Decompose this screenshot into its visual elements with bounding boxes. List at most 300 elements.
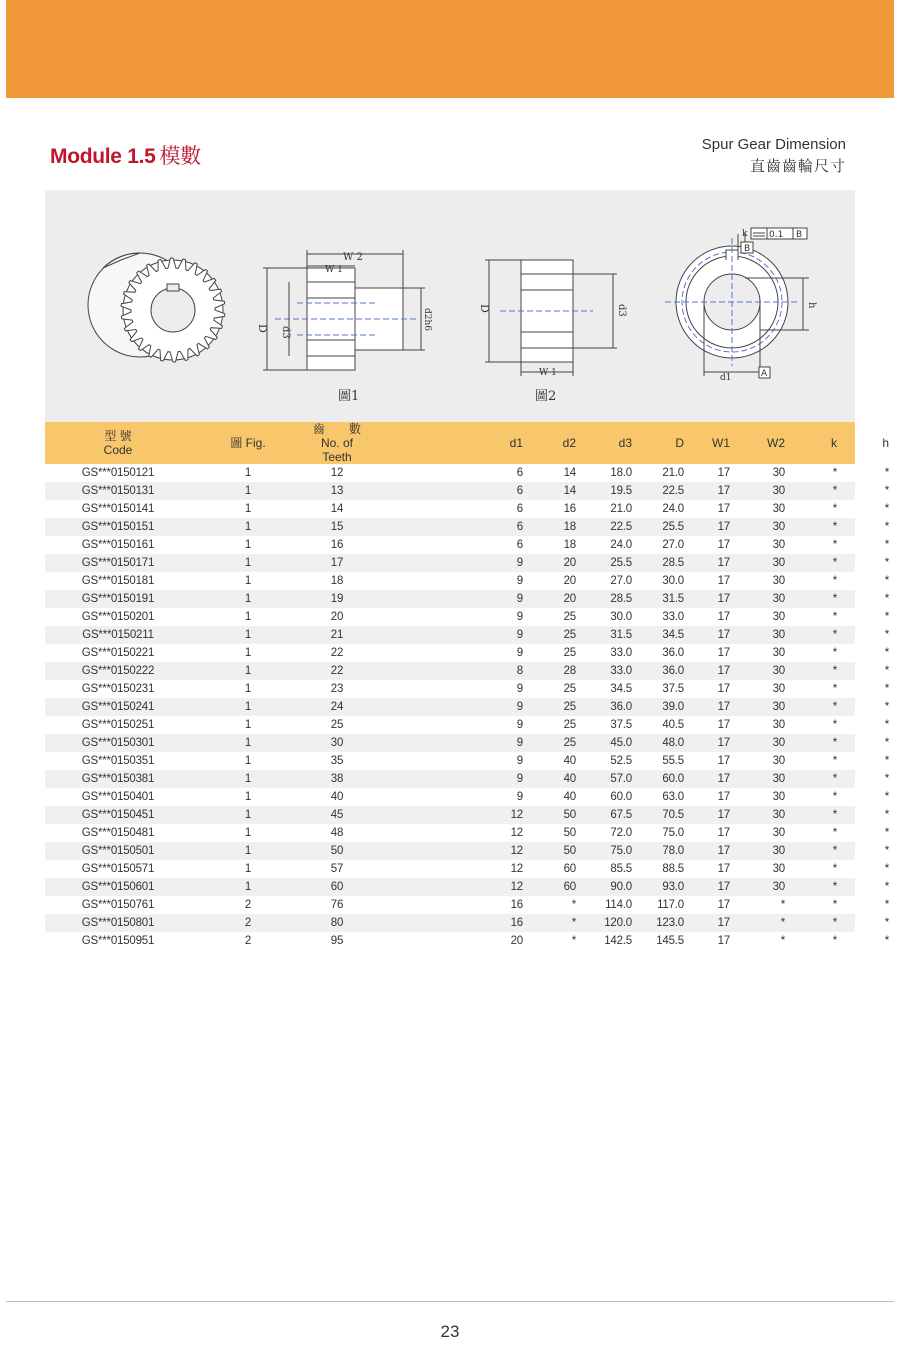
cell-d1: 9 — [516, 593, 523, 605]
table-header — [45, 422, 889, 464]
cell-h: * — [884, 755, 889, 767]
cell-k: * — [832, 521, 837, 533]
table-row — [45, 842, 889, 860]
cell-w1: 17 — [717, 611, 730, 623]
cell-d3: 25.5 — [610, 557, 632, 569]
cell-h: * — [884, 647, 889, 659]
cell-w1: 17 — [717, 809, 730, 821]
cell-fig: 1 — [244, 593, 252, 605]
cell-D: 93.0 — [662, 881, 684, 893]
cell-code: GS***0150221 — [81, 647, 155, 659]
cell-k: * — [832, 755, 837, 767]
cell-d3: 33.0 — [610, 665, 632, 677]
cell-d3: 28.5 — [610, 593, 632, 605]
cell-w2: 30 — [772, 629, 785, 641]
cell-d2: * — [571, 935, 576, 947]
cell-d1: 9 — [516, 719, 523, 731]
cell-d1: 16 — [510, 899, 523, 911]
cell-teeth: 38 — [330, 773, 344, 785]
cell-D: 78.0 — [662, 845, 684, 857]
cell-d3: 114.0 — [605, 899, 632, 911]
cell-code: GS***0150171 — [81, 557, 155, 569]
cell-D: 39.0 — [662, 701, 684, 713]
cell-h: * — [884, 467, 889, 479]
cell-w1: 17 — [717, 719, 730, 731]
cell-w2: 30 — [772, 485, 785, 497]
cell-d1: 6 — [516, 539, 523, 551]
front-tolerance-label: 0.1 — [769, 230, 784, 240]
cell-code: GS***0150301 — [81, 737, 155, 749]
cell-teeth: 13 — [330, 485, 344, 497]
cell-k: * — [832, 935, 837, 947]
cell-w2: * — [780, 917, 785, 929]
cell-teeth: 22 — [330, 647, 344, 659]
cell-fig: 1 — [244, 773, 252, 785]
cell-teeth: 35 — [330, 755, 344, 767]
cell-k: * — [832, 485, 837, 497]
cell-code: GS***0150151 — [81, 521, 155, 533]
cell-d1: 9 — [516, 647, 523, 659]
cell-h: * — [884, 485, 889, 497]
cell-code: GS***0150501 — [81, 845, 155, 857]
fig1-side-view — [263, 250, 425, 370]
cell-w2: 30 — [772, 809, 785, 821]
cell-w1: 17 — [717, 791, 730, 803]
subtitle-zh: 直齒齒輪尺寸 — [749, 158, 846, 175]
table-row — [45, 608, 889, 626]
cell-d2: 20 — [563, 575, 576, 587]
cell-D: 70.5 — [662, 809, 684, 821]
cell-D: 40.5 — [662, 719, 684, 731]
cell-w1: 17 — [717, 665, 730, 677]
cell-d3: 19.5 — [610, 485, 632, 497]
cell-code: GS***0150801 — [81, 917, 155, 929]
cell-teeth: 12 — [330, 467, 344, 479]
cell-k: * — [832, 701, 837, 713]
cell-code: GS***0150951 — [81, 935, 155, 947]
fig2-w1-label: W 1 — [539, 368, 557, 378]
table-row — [45, 626, 889, 644]
table-row — [45, 500, 889, 518]
cell-h: * — [884, 683, 889, 695]
cell-k: * — [832, 809, 837, 821]
cell-teeth: 50 — [330, 845, 344, 857]
cell-teeth: 95 — [330, 935, 344, 947]
cell-d2: 16 — [563, 503, 576, 515]
cell-D: 22.5 — [662, 485, 684, 497]
cell-fig: 1 — [244, 539, 252, 551]
header-teeth-en: No. of Teeth — [320, 436, 353, 464]
cell-d3: 22.5 — [610, 521, 632, 533]
cell-d2: 50 — [563, 809, 576, 821]
cell-d2: 60 — [563, 863, 576, 875]
fig1-w1-label: W 1 — [325, 265, 343, 275]
title-cjk: 模數 — [159, 145, 201, 168]
cell-teeth: 57 — [330, 863, 344, 875]
cell-d2: 14 — [563, 485, 576, 497]
cell-fig: 1 — [244, 557, 252, 569]
cell-w2: 30 — [772, 827, 785, 839]
cell-fig: 1 — [244, 575, 252, 587]
cell-d3: 75.0 — [610, 845, 632, 857]
cell-fig: 1 — [244, 611, 252, 623]
cell-d3: 57.0 — [610, 773, 632, 785]
cell-teeth: 18 — [330, 575, 344, 587]
cell-w1: 17 — [717, 845, 730, 857]
cell-h: * — [884, 881, 889, 893]
cell-code: GS***0150401 — [81, 791, 155, 803]
cell-fig: 1 — [244, 827, 252, 839]
cell-k: * — [832, 647, 837, 659]
header-w2: W2 — [767, 436, 785, 450]
cell-fig: 1 — [244, 647, 252, 659]
cell-fig: 1 — [244, 701, 252, 713]
cell-D: 31.5 — [662, 593, 684, 605]
cell-d3: 37.5 — [610, 719, 632, 731]
cell-D: 48.0 — [662, 737, 684, 749]
cell-d3: 21.0 — [610, 503, 632, 515]
cell-h: * — [884, 575, 889, 587]
front-datum-a-label: A — [761, 369, 768, 379]
cell-h: * — [884, 935, 889, 947]
cell-d2: 25 — [563, 629, 576, 641]
cell-h: * — [884, 845, 889, 857]
gear-drawings — [45, 190, 855, 422]
cell-teeth: 76 — [330, 899, 344, 911]
cell-code: GS***0150121 — [81, 467, 155, 479]
section-subtitle — [702, 134, 846, 178]
cell-k: * — [832, 629, 837, 641]
cell-d2: 20 — [563, 557, 576, 569]
cell-d3: 60.0 — [610, 791, 632, 803]
cell-h: * — [884, 539, 889, 551]
cell-k: * — [832, 899, 837, 911]
fig2-side-view — [485, 260, 617, 376]
cell-d2: 40 — [563, 773, 576, 785]
cell-D: 36.0 — [662, 647, 684, 659]
header-d1: d1 — [509, 436, 523, 450]
cell-fig: 1 — [244, 665, 252, 677]
cell-code: GS***0150141 — [81, 503, 155, 515]
cell-d2: 14 — [563, 467, 576, 479]
cell-w1: 17 — [717, 773, 730, 785]
table-row — [45, 878, 889, 896]
fig1-w2-label: W 2 — [343, 252, 363, 263]
cell-teeth: 20 — [330, 611, 344, 623]
cell-d2: 40 — [563, 791, 576, 803]
cell-code: GS***0150181 — [81, 575, 155, 587]
cell-d1: 9 — [516, 791, 523, 803]
cell-fig: 1 — [244, 845, 252, 857]
table-row — [45, 536, 889, 554]
cell-d2: 25 — [563, 647, 576, 659]
cell-h: * — [884, 701, 889, 713]
cell-d1: 9 — [516, 683, 523, 695]
cell-d2: 50 — [563, 845, 576, 857]
table-row — [45, 716, 889, 734]
table-row — [45, 788, 889, 806]
cell-k: * — [832, 863, 837, 875]
cell-d2: 50 — [563, 827, 576, 839]
cell-w1: 17 — [717, 881, 730, 893]
cell-w1: 17 — [717, 647, 730, 659]
cell-h: * — [884, 719, 889, 731]
cell-teeth: 25 — [330, 719, 344, 731]
cell-h: * — [884, 917, 889, 929]
cell-d2: 20 — [563, 593, 576, 605]
cell-fig: 1 — [244, 881, 252, 893]
cell-w2: 30 — [772, 845, 785, 857]
cell-d1: 9 — [516, 575, 523, 587]
cell-h: * — [884, 791, 889, 803]
cell-fig: 1 — [244, 683, 252, 695]
cell-w2: 30 — [772, 881, 785, 893]
cell-fig: 1 — [244, 791, 252, 803]
fig1-caption: 圖1 — [338, 389, 360, 404]
cell-fig: 1 — [244, 503, 252, 515]
fig2-D-label: D — [478, 304, 491, 313]
cell-code: GS***0150451 — [81, 809, 155, 821]
cell-teeth: 22 — [330, 665, 344, 677]
cell-code: GS***0150222 — [81, 665, 155, 677]
cell-d3: 27.0 — [610, 575, 632, 587]
cell-d3: 142.5 — [604, 935, 632, 947]
cell-d2: 40 — [563, 755, 576, 767]
cell-k: * — [832, 575, 837, 587]
cell-D: 88.5 — [662, 863, 684, 875]
table-row — [45, 680, 889, 698]
cell-fig: 1 — [244, 755, 252, 767]
cell-k: * — [832, 557, 837, 569]
cell-fig: 1 — [244, 467, 252, 479]
cell-k: * — [832, 467, 837, 479]
cell-w2: 30 — [772, 467, 785, 479]
cell-d2: 28 — [563, 665, 576, 677]
cell-d1: 6 — [516, 521, 523, 533]
cell-d3: 36.0 — [610, 701, 632, 713]
header-code-en: Code — [103, 443, 133, 457]
cell-D: 145.5 — [656, 935, 684, 947]
cell-D: 34.5 — [662, 629, 684, 641]
cell-d2: 25 — [563, 683, 576, 695]
cell-w2: 30 — [772, 611, 785, 623]
fig2-d3-label: d3 — [616, 304, 627, 317]
cell-code: GS***0150201 — [81, 611, 155, 623]
cell-teeth: 16 — [330, 539, 344, 551]
cell-k: * — [832, 791, 837, 803]
front-datum-b-box: B — [796, 230, 803, 240]
cell-w1: 17 — [717, 503, 730, 515]
cell-k: * — [832, 737, 837, 749]
cell-k: * — [832, 773, 837, 785]
cell-d2: 25 — [563, 719, 576, 731]
cell-D: 28.5 — [662, 557, 684, 569]
header-D: D — [675, 436, 684, 450]
cell-w1: 17 — [717, 593, 730, 605]
table-row — [45, 554, 889, 572]
cell-D: 37.5 — [662, 683, 684, 695]
cell-k: * — [832, 503, 837, 515]
cell-h: * — [884, 557, 889, 569]
cell-k: * — [832, 827, 837, 839]
header-fig: 圖 Fig. — [230, 436, 266, 450]
cell-w2: 30 — [772, 647, 785, 659]
cell-d3: 72.0 — [610, 827, 632, 839]
cell-fig: 2 — [244, 935, 252, 947]
cell-w2: 30 — [772, 521, 785, 533]
table-row — [45, 734, 889, 752]
cell-w1: 17 — [717, 935, 730, 947]
cell-h: * — [884, 737, 889, 749]
cell-D: 63.0 — [662, 791, 684, 803]
cell-h: * — [884, 863, 889, 875]
cell-w2: 30 — [772, 773, 785, 785]
cell-D: 30.0 — [662, 575, 684, 587]
cell-d1: 12 — [510, 881, 523, 893]
cell-d2: 18 — [563, 539, 576, 551]
cell-w2: 30 — [772, 863, 785, 875]
cell-w2: 30 — [772, 593, 785, 605]
cell-w1: 17 — [717, 863, 730, 875]
cell-d1: 12 — [510, 845, 523, 857]
cell-d2: 25 — [563, 737, 576, 749]
table-row — [45, 860, 889, 878]
fig2-caption: 圖2 — [535, 389, 557, 404]
cell-code: GS***0150481 — [81, 827, 155, 839]
dimension-table — [45, 422, 889, 950]
cell-w2: 30 — [772, 665, 785, 677]
cell-k: * — [832, 539, 837, 551]
cell-D: 24.0 — [662, 503, 684, 515]
cell-d3: 34.5 — [610, 683, 632, 695]
cell-d2: * — [571, 917, 576, 929]
header-h: h — [882, 436, 889, 450]
page-title — [50, 140, 201, 170]
cell-d1: 6 — [516, 503, 523, 515]
cell-d1: 9 — [516, 773, 523, 785]
cell-fig: 1 — [244, 809, 252, 821]
header-k: k — [831, 436, 837, 450]
cell-code: GS***0150211 — [82, 629, 154, 641]
header-code — [45, 429, 191, 457]
cell-k: * — [832, 845, 837, 857]
cell-d1: 20 — [510, 935, 523, 947]
table-row — [45, 896, 889, 914]
footer-divider — [6, 1301, 894, 1302]
front-datum-b-label: B — [744, 244, 751, 254]
cell-code: GS***0150571 — [81, 863, 155, 875]
cell-d3: 24.0 — [610, 539, 632, 551]
cell-h: * — [884, 521, 889, 533]
header-w1: W1 — [712, 436, 730, 450]
cell-h: * — [884, 827, 889, 839]
cell-d1: 9 — [516, 557, 523, 569]
cell-teeth: 30 — [330, 737, 344, 749]
cell-d1: 9 — [516, 611, 523, 623]
cell-k: * — [832, 593, 837, 605]
cell-d1: 6 — [516, 485, 523, 497]
cell-d3: 52.5 — [610, 755, 632, 767]
front-h-label: h — [806, 302, 817, 309]
cell-code: GS***0150251 — [81, 719, 155, 731]
table-row — [45, 914, 889, 932]
cell-w1: 17 — [717, 485, 730, 497]
cell-w2: * — [780, 899, 785, 911]
cell-w2: 30 — [772, 701, 785, 713]
cell-teeth: 23 — [330, 683, 344, 695]
cell-teeth: 19 — [330, 593, 344, 605]
cell-k: * — [832, 881, 837, 893]
cell-k: * — [832, 917, 837, 929]
header-code-zh: 型 號 — [104, 429, 132, 443]
cell-d1: 9 — [516, 755, 523, 767]
cell-w1: 17 — [717, 521, 730, 533]
table-row — [45, 932, 889, 950]
table-row — [45, 752, 889, 770]
cell-teeth: 21 — [330, 629, 344, 641]
cell-fig: 2 — [244, 917, 252, 929]
cell-w2: 30 — [772, 683, 785, 695]
cell-d1: 16 — [510, 917, 523, 929]
header-d3: d3 — [618, 436, 632, 450]
cell-D: 21.0 — [662, 467, 684, 479]
header-teeth-zh: 齒 數 — [312, 422, 361, 436]
cell-code: GS***0150231 — [81, 683, 155, 695]
cell-code: GS***0150161 — [81, 539, 155, 551]
cell-d3: 67.5 — [610, 809, 632, 821]
cell-w1: 17 — [717, 539, 730, 551]
cell-h: * — [884, 809, 889, 821]
cell-d1: 12 — [510, 863, 523, 875]
cell-d2: 18 — [563, 521, 576, 533]
cell-w1: 17 — [717, 557, 730, 569]
cell-code: GS***0150761 — [81, 899, 155, 911]
cell-teeth: 17 — [330, 557, 344, 569]
cell-teeth: 45 — [330, 809, 344, 821]
cell-D: 55.5 — [662, 755, 684, 767]
cell-code: GS***0150601 — [81, 881, 155, 893]
cell-w2: 30 — [772, 791, 785, 803]
cell-w1: 17 — [717, 575, 730, 587]
cell-k: * — [832, 611, 837, 623]
cell-w1: 17 — [717, 755, 730, 767]
cell-w1: 17 — [717, 737, 730, 749]
cell-code: GS***0150381 — [81, 773, 155, 785]
cell-teeth: 24 — [330, 701, 344, 713]
cell-code: GS***0150241 — [81, 701, 155, 713]
gear-keyway — [167, 284, 179, 291]
cell-w2: 30 — [772, 557, 785, 569]
cell-d2: 60 — [563, 881, 576, 893]
fig1-d2h6-label: d2h6 — [422, 308, 432, 332]
cell-code: GS***0150351 — [81, 755, 155, 767]
cell-h: * — [884, 629, 889, 641]
cell-d1: 12 — [510, 827, 523, 839]
cell-D: 117.0 — [657, 899, 684, 911]
cell-h: * — [884, 503, 889, 515]
cell-d1: 9 — [516, 701, 523, 713]
cell-h: * — [884, 899, 889, 911]
cell-fig: 1 — [244, 863, 252, 875]
cell-fig: 1 — [244, 521, 252, 533]
cell-d1: 6 — [516, 467, 523, 479]
cell-teeth: 40 — [330, 791, 344, 803]
table-row — [45, 572, 889, 590]
cell-d3: 18.0 — [610, 467, 632, 479]
cell-d1: 9 — [516, 737, 523, 749]
cell-teeth: 60 — [330, 881, 344, 893]
cell-w2: 30 — [772, 503, 785, 515]
